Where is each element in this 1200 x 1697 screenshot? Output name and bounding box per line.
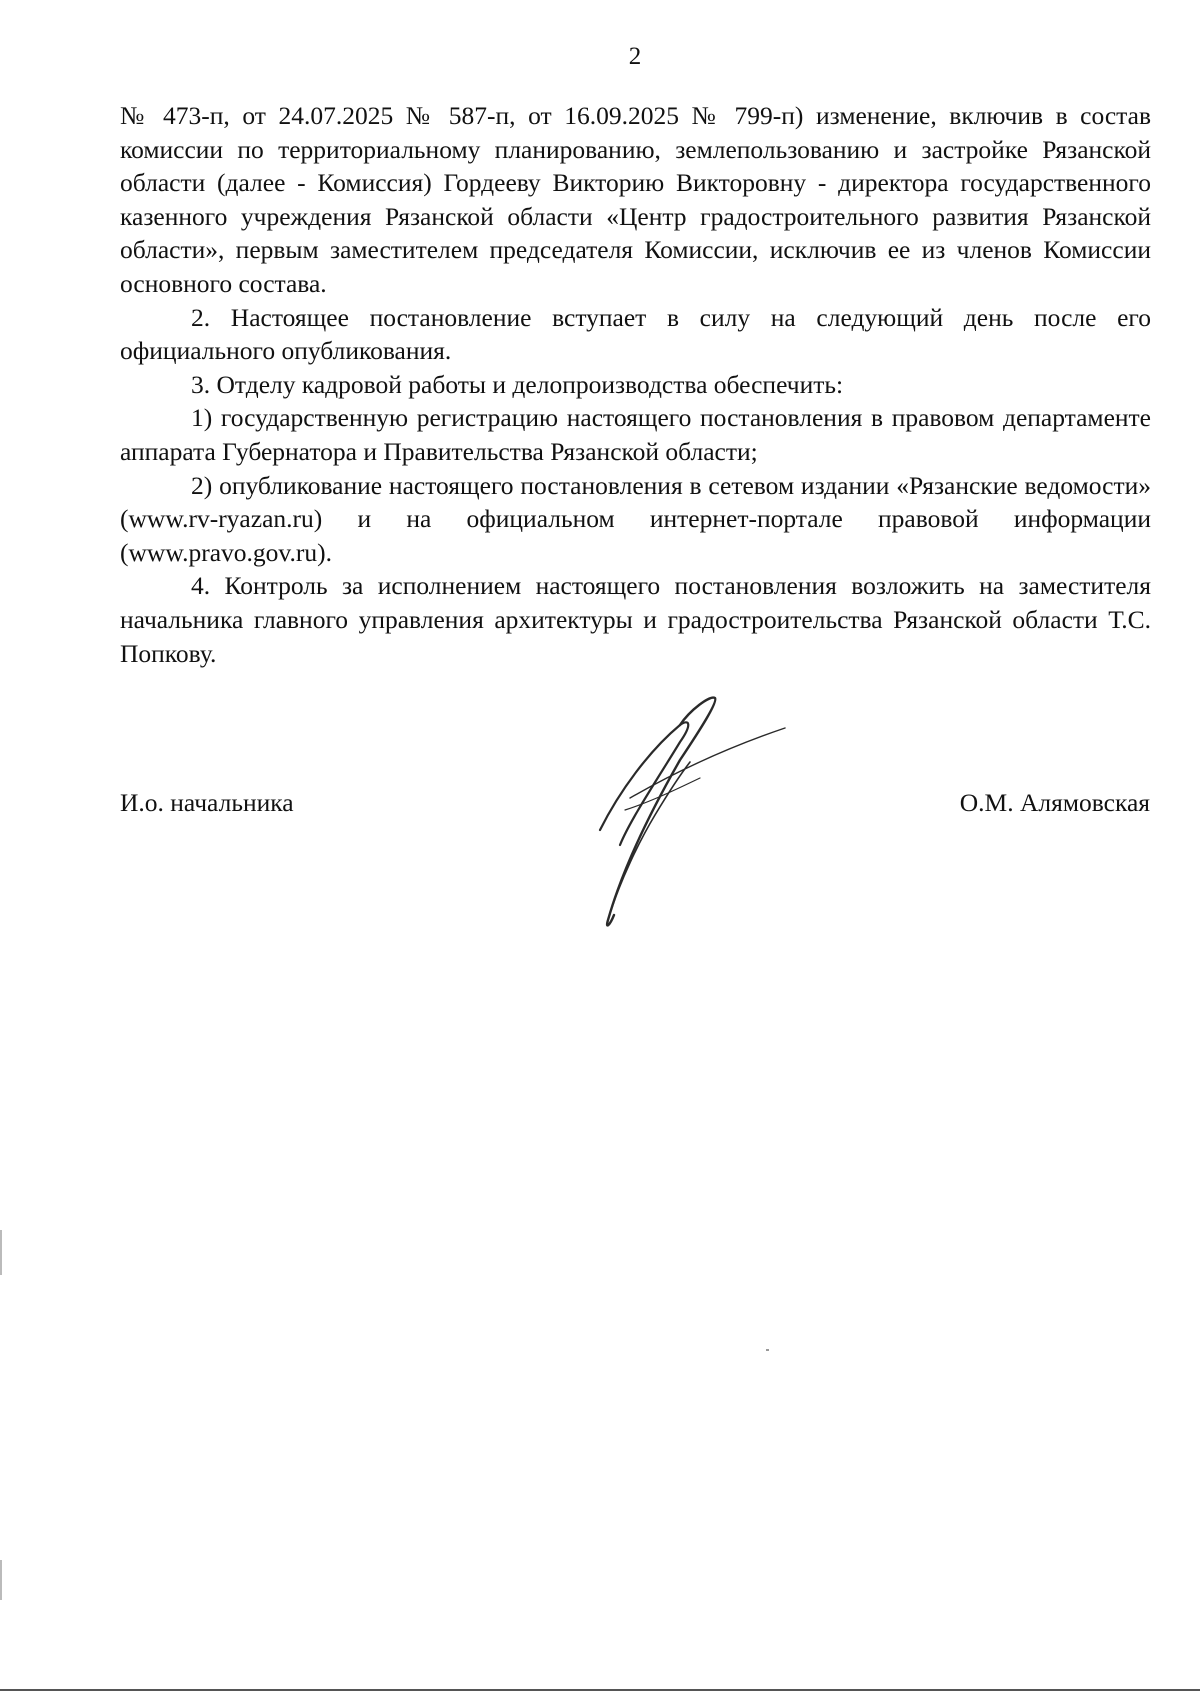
scan-edge-mark xyxy=(0,1560,2,1600)
page-bottom-edge xyxy=(0,1689,1200,1691)
scan-edge-mark xyxy=(0,1230,2,1275)
paragraph-amendment: № 473-п, от 24.07.2025 № 587-п, от 16.09.2025 № 799-п) изменение, включив в состав комиссии по территориальному планированию, землепользованию и застройке Рязанской области (далее - Комиссия) Гордееву Викторию Викторовну - директора государственного казенного учреждения Рязанской области «Центр градостроительного развития Рязанской области», первым заместителем председателя Комиссии, исключив ее из членов Комиссии основного состава. xyxy=(120,101,1151,298)
paragraph-hr-department: 3. Отделу кадровой работы и делопроизводства обеспечить: xyxy=(191,369,844,399)
page-number: 2 xyxy=(628,43,642,70)
paragraph-publication: 2) опубликование настоящего постановления в сетевом издании «Рязанские ведомости» (www.rv-ryazan.ru) и на официальном интернет-портале правовой информации (www.pravo.gov.ru). xyxy=(120,470,1151,567)
handwritten-signature xyxy=(580,690,800,940)
document-body xyxy=(120,99,1151,670)
paragraph-registration: 1) государственную регистрацию настоящего постановления в правовом департаменте аппарата Губернатора и Правительства Рязанской области; xyxy=(120,403,1151,466)
paragraph-effective-date: 2. Настоящее постановление вступает в силу на следующий день после его официального опубликования. xyxy=(120,302,1151,366)
signer-name: О.М. Алямовская xyxy=(959,788,1150,817)
paragraph-control: 4. Контроль за исполнением настоящего постановления возложить на заместителя начальника главного управления архитектуры и градостроительства Рязанской области Т.С. Попкову. xyxy=(120,571,1151,668)
signature-position-title: И.о. начальника xyxy=(120,788,294,817)
scan-speck xyxy=(766,1349,769,1351)
